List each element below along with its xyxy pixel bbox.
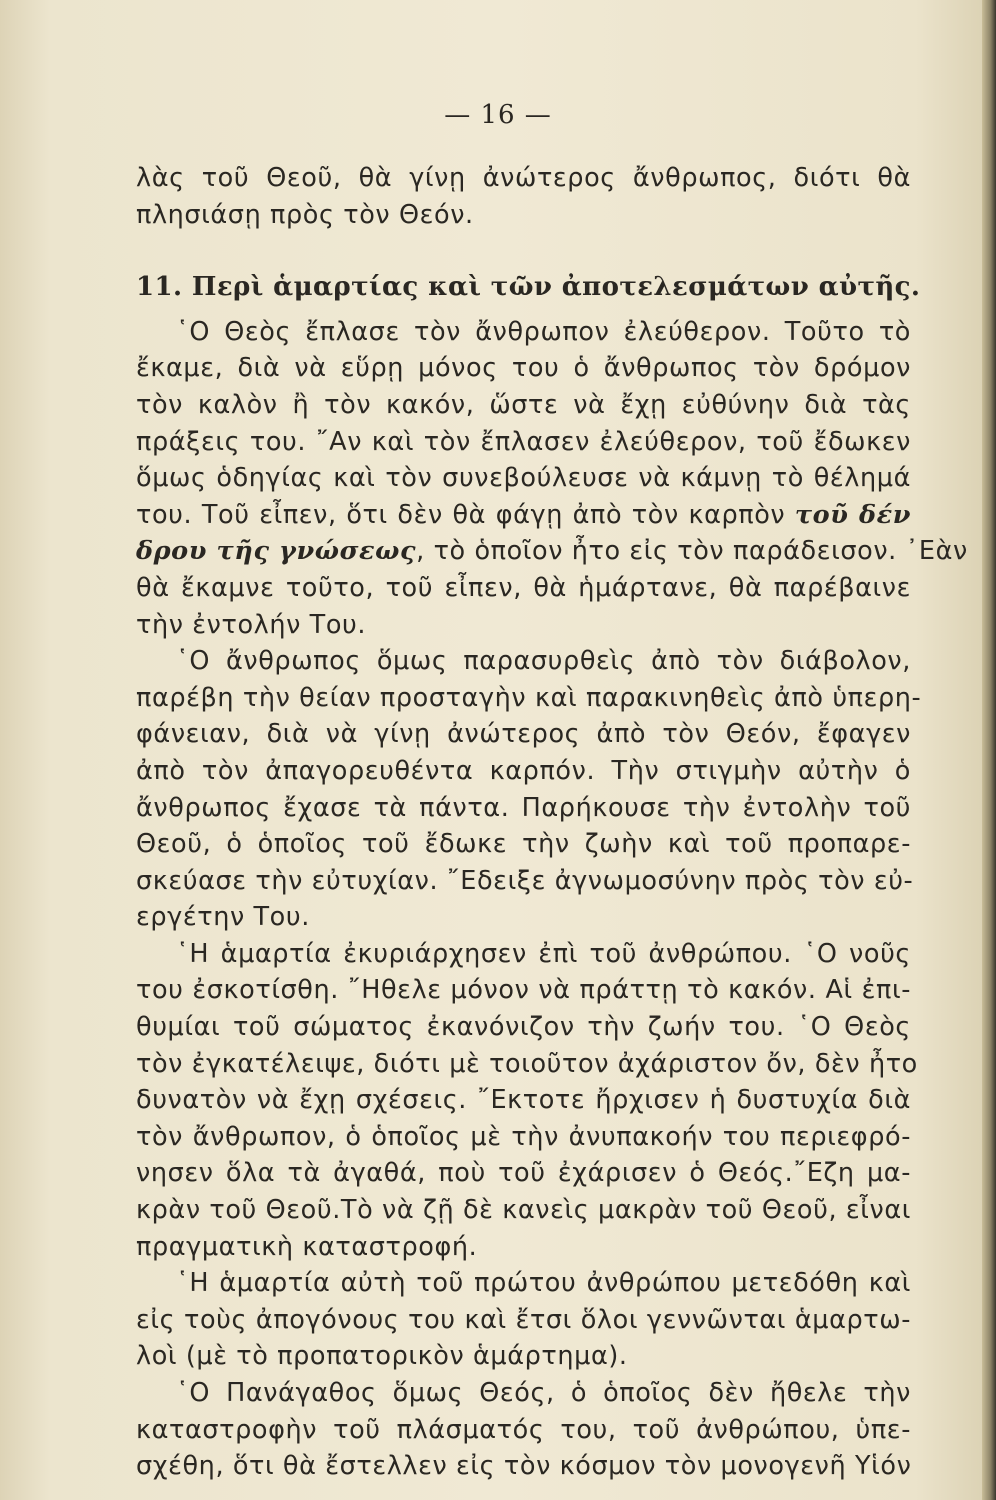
text-line xyxy=(136,533,968,570)
text-line: τὸν ἄνθρωπον, ὁ ὁποῖος μὲ τὴν ἀνυπακοήν του περιεφρό- xyxy=(136,1121,911,1152)
text-line: φάνειαν, διὰ νὰ γίνῃ ἀνώτερος ἀπὸ τὸν Θεόν, ἔφαγεν xyxy=(136,719,911,750)
page-number: — 16 — xyxy=(444,100,552,130)
text-line: εἰς τοὺς ἀπογόνους του καὶ ἔτσι ὅλοι γεννῶνται ἁμαρτω- xyxy=(136,1304,911,1335)
text-line: πράξεις του. ῎Αν καὶ τὸν ἔπλασεν ἐλεύθερον, τοῦ ἔδωκεν xyxy=(136,426,911,457)
text-line: λοὶ (μὲ τὸ προπατορικὸν ἁμάρτημα). xyxy=(136,1341,628,1372)
text-line: πραγματικὴ καταστροφή. xyxy=(136,1231,478,1262)
text-line: ῾Ο ἄνθρωπος ὅμως παρασυρθεὶς ἀπὸ τὸν διάβολον, xyxy=(176,646,911,677)
text-line: θυμίαι τοῦ σώματος ἐκανόνιζον τὴν ζωήν του. ῾Ο Θεὸς xyxy=(136,1012,911,1043)
text-line: τὸν καλὸν ἢ τὸν κακόν, ὥστε νὰ ἔχῃ εὐθύνην διὰ τὰς xyxy=(136,389,911,420)
text-line: ἄνθρωπος ἔχασε τὰ πάντα. Παρήκουσε τὴν ἐντολὴν τοῦ xyxy=(136,792,911,823)
emphasized-phrase: δρου τῆς γνώσεως xyxy=(136,536,417,567)
text-line: δυνατὸν νὰ ἔχῃ σχέσεις. ῎Εκτοτε ἤρχισεν ἡ δυστυχία διὰ xyxy=(136,1085,911,1116)
text-line: πλησιάσῃ πρὸς τὸν Θεόν. xyxy=(136,199,474,230)
text-line xyxy=(136,497,911,534)
text-line: νησεν ὅλα τὰ ἀγαθά, ποὺ τοῦ ἐχάρισεν ὁ Θεός.῎Εζη μα- xyxy=(136,1158,911,1189)
text-line: Θεοῦ, ὁ ὁποῖος τοῦ ἔδωκε τὴν ζωὴν καὶ τοῦ προπαρε- xyxy=(136,829,911,860)
text-line: ῾Η ἁμαρτία αὐτὴ τοῦ πρώτου ἀνθρώπου μετεδόθη καὶ xyxy=(176,1268,911,1299)
text-line: λὰς τοῦ Θεοῦ, θὰ γίνῃ ἀνώτερος ἄνθρωπος, διότι θὰ xyxy=(136,163,911,193)
page-edge-shadow xyxy=(982,0,996,1500)
text-line: ῾Η ἁμαρτία ἐκυριάρχησεν ἐπὶ τοῦ ἀνθρώπου. ῾Ο νοῦς xyxy=(176,938,911,969)
text-line-part: του. Τοῦ εἶπεν, ὅτι δὲν θὰ φάγῃ ἀπὸ τὸν καρπὸν xyxy=(136,499,786,530)
text-line: ῾Ο Πανάγαθος ὅμως Θεός, ὁ ὁποῖος δὲν ἤθελε τὴν xyxy=(176,1378,911,1408)
text-line: ἀπὸ τὸν ἀπαγορευθέντα καρπόν. Τὴν στιγμὴν αὐτὴν ὁ xyxy=(136,755,911,786)
text-line: ἔκαμε, διὰ νὰ εὕρῃ μόνος του ὁ ἄνθρωπος τὸν δρόμον xyxy=(136,353,911,384)
text-line: κρὰν τοῦ Θεοῦ.Τὸ νὰ ζῇ δὲ κανεὶς μακρὰν τοῦ Θεοῦ, εἶναι xyxy=(136,1195,911,1226)
text-line: ῾Ο Θεὸς ἔπλασε τὸν ἄνθρωπον ἐλεύθερον. Τοῦτο τὸ xyxy=(176,316,911,347)
text-line: του ἐσκοτίσθη. ῎Ηθελε μόνον νὰ πράττῃ τὸ κακόν. Αἱ ἐπι- xyxy=(136,975,911,1006)
text-line: εργέτην Του. xyxy=(136,902,310,933)
text-line-part: , τὸ ὁποῖον ἦτο εἰς τὸν παράδεισον. ᾿Εὰν xyxy=(416,536,968,567)
text-line: ὅμως ὁδηγίας καὶ τὸν συνεβούλευσε νὰ κάμνῃ τὸ θέλημά xyxy=(136,463,911,494)
body-text xyxy=(136,160,968,1485)
emphasized-phrase: τοῦ δέν xyxy=(794,499,911,530)
text-line: τὴν ἐντολήν Του. xyxy=(136,609,367,640)
text-line: παρέβη τὴν θείαν προσταγὴν καὶ παρακινηθεὶς ἀπὸ ὑπερη- xyxy=(136,682,922,713)
text-line: σχέθη, ὅτι θὰ ἔστελλεν εἰς τὸν κόσμον τὸν μονογενῆ Υἱόν xyxy=(136,1451,912,1482)
text-line: θὰ ἔκαμνε τοῦτο, τοῦ εἶπεν, θὰ ἡμάρτανε, θὰ παρέβαινε xyxy=(136,572,911,603)
text-line: τὸν ἐγκατέλειψε, διότι μὲ τοιοῦτον ἀχάριστον ὄν, δὲν ἦτο xyxy=(136,1048,918,1079)
text-line: καταστροφὴν τοῦ πλάσματός του, τοῦ ἀνθρώπου, ὑπε- xyxy=(136,1414,911,1445)
section-heading: 11. Περὶ ἁμαρτίας καὶ τῶν ἀποτελεσμάτων αὐτῆς. xyxy=(136,272,921,303)
text-line: σκεύασε τὴν εὐτυχίαν. ῎Εδειξε ἀγνωμοσύνην πρὸς τὸν εὐ- xyxy=(136,865,914,896)
